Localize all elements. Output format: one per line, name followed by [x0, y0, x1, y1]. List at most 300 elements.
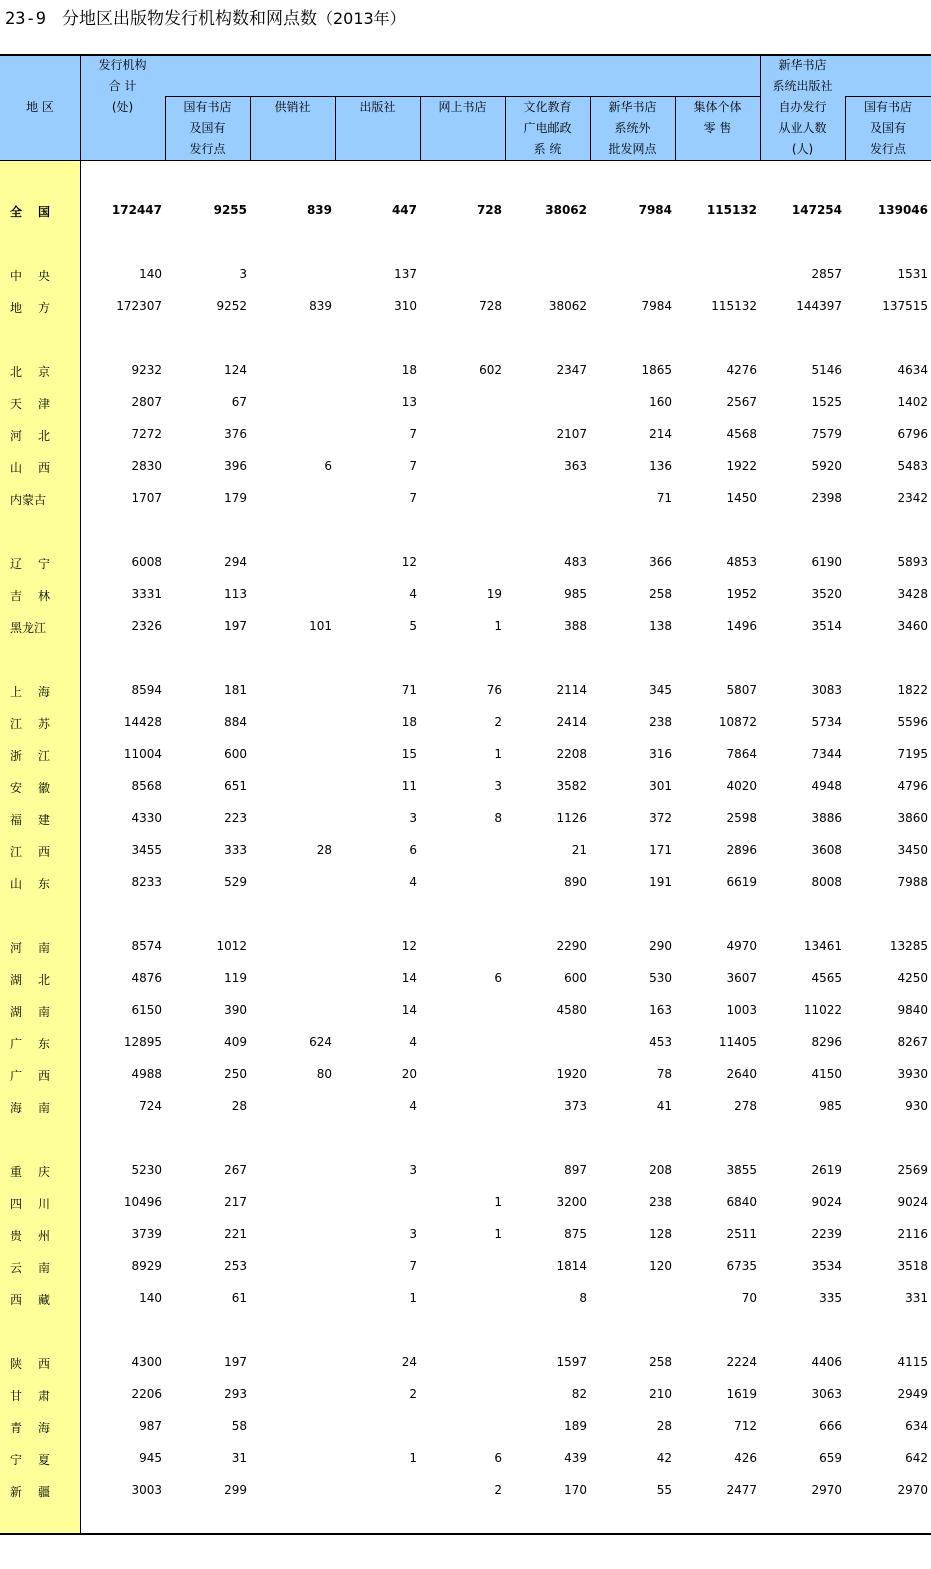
header-col-divider [165, 96, 166, 160]
row-region-part: 西 [38, 1069, 51, 1083]
row-value: 6 [494, 1451, 502, 1465]
row-value: 21 [571, 843, 587, 857]
row-value: 144397 [796, 299, 842, 313]
row-region-part: 津 [38, 397, 51, 411]
row-value: 2511 [726, 1227, 757, 1241]
row-value: 884 [224, 715, 247, 729]
row-value: 1952 [726, 587, 757, 601]
row-value: 529 [224, 875, 247, 889]
row-value: 8267 [897, 1035, 928, 1049]
row-value: 19 [486, 587, 502, 601]
row-value: 2857 [811, 267, 842, 281]
row-value: 1 [494, 747, 502, 761]
row-value: 333 [224, 843, 247, 857]
row-value: 9024 [897, 1195, 928, 1209]
header-online-line: 网上书店 [438, 100, 487, 114]
row-region-part: 中 [10, 269, 23, 283]
row-region-part: 疆 [38, 1485, 51, 1499]
row-value: 483 [564, 555, 587, 569]
row-value: 1619 [726, 1387, 757, 1401]
row-value: 13 [401, 395, 417, 409]
row-value: 3 [409, 1227, 417, 1241]
table-row [0, 297, 931, 317]
row-value: 1865 [641, 363, 672, 377]
row-value: 3739 [131, 1227, 162, 1241]
row-region-part: 湖 [10, 1005, 23, 1019]
row-region-part: 云 [10, 1261, 23, 1275]
row-value: 214 [649, 427, 672, 441]
row-region-part: 宁 [10, 1453, 23, 1467]
table-row [0, 969, 931, 989]
row-value: 897 [564, 1163, 587, 1177]
table-row [0, 873, 931, 893]
row-value: 366 [649, 555, 672, 569]
row-value: 363 [564, 459, 587, 473]
row-value: 1003 [726, 1003, 757, 1017]
row-value: 2830 [131, 459, 162, 473]
row-value: 1450 [726, 491, 757, 505]
row-value: 2896 [726, 843, 757, 857]
row-value: 2224 [726, 1355, 757, 1369]
row-value: 4 [409, 875, 417, 889]
row-value: 210 [649, 1387, 672, 1401]
row-value: 4 [409, 1099, 417, 1113]
row-region-part: 肃 [38, 1389, 51, 1403]
row-value: 3460 [897, 619, 928, 633]
row-value: 4565 [811, 971, 842, 985]
row-value: 3534 [811, 1259, 842, 1273]
row-region-part: 江 [10, 845, 23, 859]
table-row [0, 553, 931, 573]
row-value: 115132 [706, 203, 757, 217]
row-value: 310 [394, 299, 417, 313]
row-value: 4568 [726, 427, 757, 441]
header-state-store-2 [845, 97, 931, 160]
row-value: 7579 [811, 427, 842, 441]
row-value: 7272 [131, 427, 162, 441]
row-value: 138 [649, 619, 672, 633]
header-employees [760, 97, 845, 160]
row-value: 2 [494, 715, 502, 729]
row-value: 12 [401, 555, 417, 569]
row-value: 160 [649, 395, 672, 409]
row-value: 439 [564, 1451, 587, 1465]
row-region-part: 南 [38, 1261, 51, 1275]
table-row [0, 1193, 931, 1213]
row-value: 78 [656, 1067, 672, 1081]
table-row [0, 777, 931, 797]
row-region-part: 山 [10, 461, 23, 475]
row-value: 28 [316, 843, 332, 857]
row-value: 4330 [131, 811, 162, 825]
row-value: 217 [224, 1195, 247, 1209]
row-value: 14428 [123, 715, 162, 729]
row-value: 2619 [811, 1163, 842, 1177]
row-value: 426 [734, 1451, 757, 1465]
row-value: 4115 [897, 1355, 928, 1369]
row-value: 1922 [726, 459, 757, 473]
row-region-part: 东 [38, 877, 51, 891]
header-culture-edu-line: 文化教育 [523, 100, 572, 114]
header-publisher-line: 出版社 [359, 100, 396, 114]
row-value: 128 [649, 1227, 672, 1241]
row-region-part: 天 [10, 397, 23, 411]
row-value: 4 [409, 1035, 417, 1049]
table-number: 23-9 [5, 9, 46, 29]
header-col-divider [335, 96, 336, 160]
table-row [0, 1481, 931, 1501]
row-value: 4796 [897, 779, 928, 793]
row-value: 301 [649, 779, 672, 793]
row-value: 651 [224, 779, 247, 793]
row-region-part: 山 [10, 877, 23, 891]
row-value: 875 [564, 1227, 587, 1241]
row-value: 11004 [123, 747, 162, 761]
row-value: 3930 [897, 1067, 928, 1081]
row-value: 191 [649, 875, 672, 889]
row-region-part: 上 [10, 685, 23, 699]
row-value: 331 [905, 1291, 928, 1305]
row-value: 58 [231, 1419, 247, 1433]
header-xinhua-outside-line: 系统外 [614, 121, 651, 135]
header-xinhua-group [760, 55, 845, 97]
row-value: 388 [564, 619, 587, 633]
table-row [0, 745, 931, 765]
row-value: 4853 [726, 555, 757, 569]
row-value: 6008 [131, 555, 162, 569]
row-value: 140 [139, 1291, 162, 1305]
row-region-text: 黑龙江 [10, 621, 47, 635]
row-value: 70 [741, 1291, 757, 1305]
row-value: 4250 [897, 971, 928, 985]
row-region-part: 北 [10, 365, 23, 379]
row-value: 101 [309, 619, 332, 633]
row-region-part: 苏 [38, 717, 51, 731]
header-subrule [165, 96, 760, 97]
table-row [0, 265, 931, 285]
row-value: 82 [571, 1387, 587, 1401]
row-region-part: 海 [38, 685, 51, 699]
row-value: 113 [224, 587, 247, 601]
row-value: 28 [231, 1099, 247, 1113]
row-value: 172447 [111, 203, 162, 217]
row-value: 238 [649, 1195, 672, 1209]
table-row [0, 1289, 931, 1309]
row-value: 3450 [897, 843, 928, 857]
row-value: 3 [494, 779, 502, 793]
table-row [0, 809, 931, 829]
row-value: 3582 [556, 779, 587, 793]
row-region-part: 建 [38, 813, 51, 827]
row-value: 4300 [131, 1355, 162, 1369]
row-value: 80 [316, 1067, 332, 1081]
row-value: 38062 [545, 203, 587, 217]
header-col-divider [250, 96, 251, 160]
row-value: 18 [401, 715, 417, 729]
row-value: 447 [391, 203, 417, 217]
row-region-part: 河 [10, 941, 23, 955]
header-xinhua-outside-line: 批发网点 [608, 142, 657, 156]
header-private-retail-line: 零 售 [703, 121, 732, 135]
row-value: 2477 [726, 1483, 757, 1497]
row-value: 4020 [726, 779, 757, 793]
row-value: 728 [479, 299, 502, 313]
row-value: 7864 [726, 747, 757, 761]
table-row [0, 201, 931, 221]
row-value: 3860 [897, 811, 928, 825]
row-region-part: 江 [10, 717, 23, 731]
row-value: 41 [656, 1099, 672, 1113]
row-value: 6619 [726, 875, 757, 889]
row-value: 18 [401, 363, 417, 377]
row-value: 12895 [123, 1035, 162, 1049]
row-value: 179 [224, 491, 247, 505]
row-value: 8568 [131, 779, 162, 793]
row-value: 1814 [556, 1259, 587, 1273]
row-value: 31 [231, 1451, 247, 1465]
row-value: 5807 [726, 683, 757, 697]
row-value: 6 [409, 843, 417, 857]
row-value: 5893 [897, 555, 928, 569]
row-value: 3886 [811, 811, 842, 825]
header-xinhua-group-line: 新华书店 [778, 58, 827, 72]
row-value: 4 [409, 587, 417, 601]
row-value: 2569 [897, 1163, 928, 1177]
row-value: 2208 [556, 747, 587, 761]
row-region-part: 方 [38, 301, 51, 315]
row-value: 6190 [811, 555, 842, 569]
row-value: 945 [139, 1451, 162, 1465]
row-value: 250 [224, 1067, 247, 1081]
row-value: 396 [224, 459, 247, 473]
row-value: 9252 [216, 299, 247, 313]
row-value: 530 [649, 971, 672, 985]
row-value: 119 [224, 971, 247, 985]
row-value: 8233 [131, 875, 162, 889]
row-region-part: 江 [38, 749, 51, 763]
row-region-part: 南 [38, 1101, 51, 1115]
row-value: 258 [649, 587, 672, 601]
table-row [0, 1097, 931, 1117]
row-region-part: 青 [10, 1421, 23, 1435]
table-row [0, 841, 931, 861]
header-total-line: 发行机构 [98, 58, 147, 72]
row-value: 985 [819, 1099, 842, 1113]
row-value: 624 [309, 1035, 332, 1049]
row-value: 839 [309, 299, 332, 313]
row-value: 71 [656, 491, 672, 505]
table-row [0, 361, 931, 381]
row-value: 2116 [897, 1227, 928, 1241]
row-value: 600 [224, 747, 247, 761]
row-value: 253 [224, 1259, 247, 1273]
row-value: 1822 [897, 683, 928, 697]
row-value: 409 [224, 1035, 247, 1049]
row-value: 316 [649, 747, 672, 761]
row-value: 3 [239, 267, 247, 281]
row-value: 4634 [897, 363, 928, 377]
header-state-store [165, 97, 250, 160]
row-region-part: 徽 [38, 781, 51, 795]
row-region-part: 新 [10, 1485, 23, 1499]
header-private-retail [675, 97, 760, 139]
row-value: 2326 [131, 619, 162, 633]
row-value: 376 [224, 427, 247, 441]
row-value: 2 [494, 1483, 502, 1497]
row-region-part: 南 [38, 1005, 51, 1019]
row-region-part: 北 [38, 429, 51, 443]
row-region-part: 湖 [10, 973, 23, 987]
row-value: 4970 [726, 939, 757, 953]
row-value: 987 [139, 1419, 162, 1433]
header-total-line: 合 计 [108, 79, 137, 93]
row-value: 4580 [556, 1003, 587, 1017]
row-region-part: 央 [38, 269, 51, 283]
row-value: 223 [224, 811, 247, 825]
row-value: 6150 [131, 1003, 162, 1017]
row-value: 42 [656, 1451, 672, 1465]
row-region-part: 地 [10, 301, 23, 315]
row-value: 9840 [897, 1003, 928, 1017]
header-col-divider [845, 96, 846, 160]
row-value: 4276 [726, 363, 757, 377]
row-value: 3331 [131, 587, 162, 601]
header-culture-edu-line: 广电邮政 [523, 121, 572, 135]
row-value: 5146 [811, 363, 842, 377]
row-value: 238 [649, 715, 672, 729]
header-subrule-2 [845, 96, 931, 97]
row-value: 390 [224, 1003, 247, 1017]
header-xinhua-outside-line: 新华书店 [608, 100, 657, 114]
row-value: 13461 [803, 939, 842, 953]
header-col-divider [590, 96, 591, 160]
row-value: 258 [649, 1355, 672, 1369]
row-value: 3063 [811, 1387, 842, 1401]
row-value: 9255 [213, 203, 247, 217]
row-value: 839 [306, 203, 332, 217]
header-culture-edu [505, 97, 590, 160]
row-value: 9232 [131, 363, 162, 377]
row-value: 7344 [811, 747, 842, 761]
row-value: 372 [649, 811, 672, 825]
row-value: 4150 [811, 1067, 842, 1081]
row-value: 4406 [811, 1355, 842, 1369]
row-region-part: 四 [10, 1197, 23, 1211]
header-supply-coop [250, 97, 335, 118]
row-value: 2598 [726, 811, 757, 825]
row-value: 1402 [897, 395, 928, 409]
row-value: 2949 [897, 1387, 928, 1401]
row-value: 11405 [718, 1035, 757, 1049]
row-region-part: 安 [10, 781, 23, 795]
row-value: 11 [401, 779, 417, 793]
bottom-rule [0, 1533, 931, 1535]
header-state-store-line: 及国有 [189, 121, 226, 135]
row-value: 8929 [131, 1259, 162, 1273]
row-value: 2970 [897, 1483, 928, 1497]
row-region-part: 西 [10, 1293, 23, 1307]
row-region-part: 广 [10, 1037, 23, 1051]
row-region-part: 州 [38, 1229, 51, 1243]
row-value: 1707 [131, 491, 162, 505]
row-value: 2342 [897, 491, 928, 505]
row-value: 7 [409, 491, 417, 505]
row-region-part: 南 [38, 941, 51, 955]
row-region-part: 福 [10, 813, 23, 827]
row-region-part: 林 [38, 589, 51, 603]
row-value: 5 [409, 619, 417, 633]
row-value: 76 [486, 683, 502, 697]
row-region-part: 贵 [10, 1229, 23, 1243]
row-value: 55 [656, 1483, 672, 1497]
row-value: 3607 [726, 971, 757, 985]
header-col-divider [505, 96, 506, 160]
header-region-line: 地 区 [26, 100, 54, 114]
row-value: 1 [494, 1227, 502, 1241]
row-value: 712 [734, 1419, 757, 1433]
header-online [420, 97, 505, 118]
row-region-part: 西 [38, 1357, 51, 1371]
row-value: 666 [819, 1419, 842, 1433]
header-employees-line: (人) [791, 142, 814, 156]
row-value: 2347 [556, 363, 587, 377]
header-state-store-line: 国有书店 [183, 100, 232, 114]
table-row [0, 1417, 931, 1437]
row-region-part: 河 [10, 429, 23, 443]
row-value: 1126 [556, 811, 587, 825]
table-row [0, 1225, 931, 1245]
row-value: 8594 [131, 683, 162, 697]
row-value: 147254 [791, 203, 842, 217]
row-value: 172307 [116, 299, 162, 313]
table-row [0, 1353, 931, 1373]
row-value: 120 [649, 1259, 672, 1273]
row-value: 137 [394, 267, 417, 281]
row-value: 1525 [811, 395, 842, 409]
row-value: 4988 [131, 1067, 162, 1081]
row-value: 373 [564, 1099, 587, 1113]
header-publisher [335, 97, 420, 118]
row-value: 2567 [726, 395, 757, 409]
row-value: 6735 [726, 1259, 757, 1273]
row-value: 28 [656, 1419, 672, 1433]
row-value: 1920 [556, 1067, 587, 1081]
row-region-part: 夏 [38, 1453, 51, 1467]
row-value: 1 [494, 619, 502, 633]
row-region-text: 内蒙古 [10, 493, 47, 507]
row-value: 137515 [882, 299, 928, 313]
header-total [80, 55, 165, 118]
row-value: 5596 [897, 715, 928, 729]
header-employees-line: 从业人数 [778, 121, 827, 135]
row-value: 1531 [897, 267, 928, 281]
table-row [0, 425, 931, 445]
row-value: 890 [564, 875, 587, 889]
header-region [0, 97, 80, 118]
row-value: 2970 [811, 1483, 842, 1497]
row-region-part: 庆 [38, 1165, 51, 1179]
row-region-part: 辽 [10, 557, 23, 571]
row-value: 1012 [216, 939, 247, 953]
table-row [0, 1065, 931, 1085]
table-row [0, 1385, 931, 1405]
row-value: 7 [409, 459, 417, 473]
row-value: 3200 [556, 1195, 587, 1209]
row-value: 1496 [726, 619, 757, 633]
table-row [0, 1161, 931, 1181]
row-value: 13285 [889, 939, 928, 953]
row-value: 3455 [131, 843, 162, 857]
